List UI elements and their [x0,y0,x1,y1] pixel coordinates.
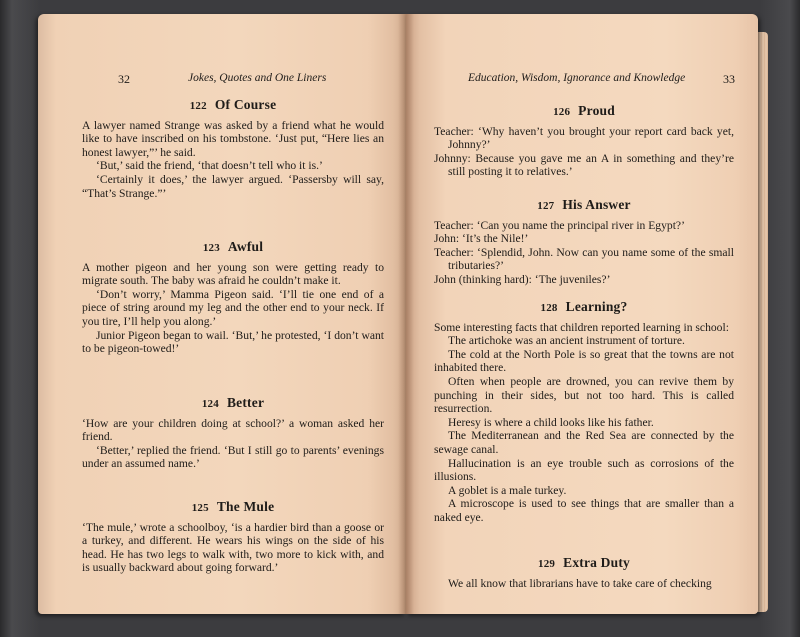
paragraph: ‘The mule,’ wrote a schoolboy, ‘is a hardier bird than a goose or a turkey, and different. He wears his wings on the side of his head. He has two legs to walk with, two more to kick with, and is usually backward about going forward.’ [82,520,384,575]
paragraph: The Mediterranean and the Red Sea are connected by the sewage canal. [434,429,734,456]
section-title: His Answer [562,197,631,212]
section-124 [82,396,384,471]
section-title: Proud [578,103,615,118]
paragraph: Junior Pigeon began to wail. ‘But,’ he protested, ‘I don’t want to be pigeon-towed!’ [82,328,384,356]
section-126 [434,104,734,179]
section-127 [434,198,734,287]
left-page [38,14,406,614]
section-title: Learning? [565,299,628,314]
right-page [406,14,758,614]
section-heading [434,198,734,214]
section-123 [82,240,384,356]
section-heading [434,556,734,572]
section-heading [82,240,384,256]
section-number: 124 [201,398,219,410]
section-number: 129 [538,558,556,570]
right-page-number: 33 [723,72,735,86]
dialog-line: Teacher: ‘Splendid, John. Now can you name some of the small tributaries?’ [434,245,734,273]
paragraph: The artichoke was an ancient instrument of torture. [448,334,685,348]
paragraph: Some interesting facts that children reported learning in school: [434,320,729,334]
paragraph: ‘Better,’ replied the friend. ‘But I still go to parents’ evenings under an assumed name.’ [82,443,384,471]
section-number: 123 [202,242,220,254]
paragraph: A goblet is a male turkey. [448,483,567,497]
paragraph: ‘How are your children doing at school?’ a woman asked her friend. [82,416,384,444]
section-number: 125 [191,502,209,514]
book-gutter [398,14,414,614]
section-title: Of Course [214,97,277,112]
section-title: The Mule [216,499,275,514]
section-title: Better [226,395,265,410]
section-128 [434,300,734,525]
left-page-number: 32 [118,72,130,86]
dialog-line: Johnny: Because you gave me an A in something and they’re still posting it to relatives.’ [434,151,734,179]
section-number: 128 [540,302,558,314]
paragraph: A microscope is used to see things that are smaller than a naked eye. [434,497,734,524]
paragraph: Hallucination is an eye trouble such as corrosions of the illusions. [434,456,734,484]
paragraph: A mother pigeon and her young son were getting ready to migrate south. The baby was afraid he couldn’t make it. [82,260,384,288]
dialog-line: Teacher: ‘Why haven’t you brought your report card back yet, Johnny?’ [434,124,734,152]
paragraph: ‘Certainly it does,’ the lawyer argued. ‘Passersby will say, “That’s Strange.”’ [82,172,384,200]
section-heading [82,500,384,516]
dialog-line: John: ‘It’s the Nile!’ [434,232,529,246]
paragraph: We all know that librarians have to take care of checking [448,576,712,590]
right-running-head: Education, Wisdom, Ignorance and Knowledge [468,72,686,84]
paragraph: Heresy is where a child looks like his father. [448,415,654,429]
paragraph: A lawyer named Strange was asked by a friend what he would like to have inscribed on his tombstone. ‘Just put, “Here lies an honest lawyer,”’ he said. [82,118,384,159]
section-heading [82,98,384,114]
section-number: 127 [537,200,555,212]
section-title: Awful [227,239,264,254]
section-heading [82,396,384,412]
section-heading [434,104,734,120]
open-book [38,14,768,624]
left-running-head: Jokes, Quotes and One Liners [188,72,327,84]
paragraph: Often when people are drowned, you can revive them by punching in their sides, but not too hard. This is called resurrection. [434,374,734,416]
section-heading [434,300,734,316]
section-129 [434,556,734,590]
section-number: 126 [553,106,571,118]
paragraph: The cold at the North Pole is so great that the towns are not inhabited there. [434,347,734,375]
paragraph: ‘Don’t worry,’ Mamma Pigeon said. ‘I’ll tie one end of a piece of string around my leg and the other end to your neck. If you tire, I’ll help you along.’ [82,287,384,328]
section-title: Extra Duty [563,555,630,570]
section-122 [82,98,384,200]
dialog-line: Teacher: ‘Can you name the principal river in Egypt?’ [434,218,685,232]
paragraph: ‘But,’ said the friend, ‘that doesn’t tell who it is.’ [96,159,323,173]
section-number: 122 [189,100,207,112]
section-125 [82,500,384,575]
dialog-line: John (thinking hard): ‘The juveniles?’ [434,272,611,286]
